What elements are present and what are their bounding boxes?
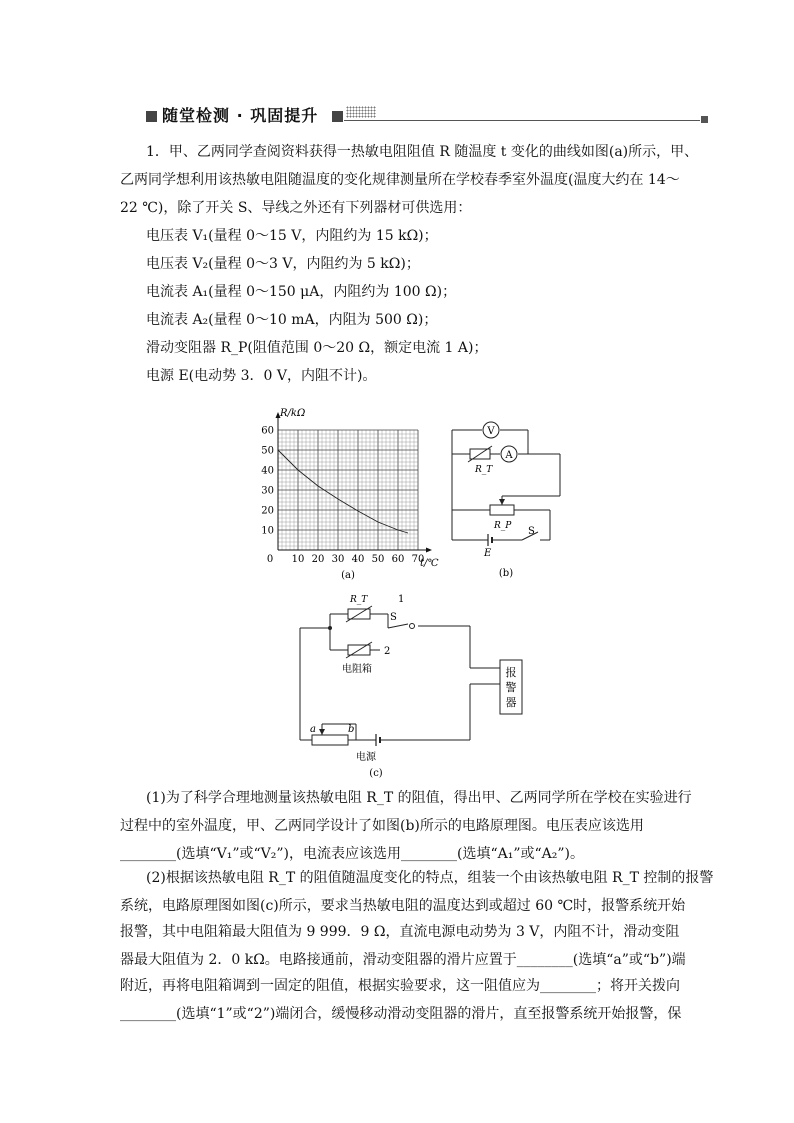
part1-line: (1)为了科学合理地测量该热敏电阻 R_T 的阻值，得出甲、乙两同学所在学校在实验进行 [146,790,692,806]
chart-axes [276,412,433,553]
banner-square-icon [146,111,157,122]
x-axis-label: t/℃ [420,558,439,569]
part2-line: ________(选填“1”或“2”)端闭合，缓慢移动滑动变阻器的滑片，直至报警系统开始报警，保 [120,1006,682,1022]
x-tick-label: 10 [291,554,305,565]
switch-position-2: 2 [384,646,391,657]
y-tick-label: 40 [261,465,274,477]
thermistor-label: R_T [350,595,368,605]
y-tick-label: 10 [261,525,274,537]
x-tick-label: 70 [411,554,425,565]
switch-label: S [390,612,397,623]
equipment-item: 电流表 A₁(量程 0～150 μA，内阻约为 100 Ω)； [146,284,457,300]
part2-line: 系统，电路原理图如图(c)所示，要求当热敏电阻的温度达到或超过 60 ℃时，报警系统开始 [120,898,686,914]
figure-c-circuit [290,588,526,780]
power-label: 电源 [356,752,376,763]
x-axis-arrow-icon [426,548,432,553]
voltmeter-label: V [487,426,495,437]
part2-line: 器最大阻值为 2．0 kΩ。电路接通前，滑动变阻器的滑片应置于________(选填“a”或“b”)端 [120,952,686,968]
slider-arrow-icon [319,729,325,735]
ammeter-label: A [505,450,513,461]
slider-arrow-icon [499,499,505,505]
figure-c-caption: (c) [369,768,383,779]
chart-tick-labels [261,426,424,566]
x-tick-label: 30 [331,554,345,565]
banner-square-icon [332,111,343,122]
part2-line: 附近，再将电阻箱调到一固定的阻值，根据实验要求，这一阻值应为________；将开关拨向 [120,978,680,994]
figure-a-caption: (a) [341,570,355,581]
part2-line: (2)根据该热敏电阻 R_T 的阻值随温度变化的特点，组装一个由该热敏电阻 R_T 控制的报警 [146,870,714,886]
x-tick-label: 60 [391,554,405,565]
section-banner [146,104,708,128]
y-tick-label: 60 [261,425,274,437]
thermistor-label: R_T [475,465,493,475]
figure-a-chart [252,404,448,582]
alarm-char: 器 [505,696,517,709]
chart-series [278,450,408,533]
rheostat-end-b: b [348,724,355,735]
series-line [278,450,408,533]
banner-rule [344,120,700,121]
rheostat-end-a: a [310,724,316,735]
x-tick-label: 50 [371,554,385,565]
switch-position-1: 1 [398,594,405,605]
switch-label: S [528,526,535,537]
chart-grid [278,430,418,550]
x-tick-label: 0 [266,554,274,565]
section-title: 随堂检测 · 巩固提升 [162,106,319,125]
y-tick-label: 20 [261,505,274,517]
x-tick-label: 40 [351,554,365,565]
y-axis-label: R/kΩ [280,408,306,419]
x-tick-label: 20 [311,554,325,565]
resistor-box-label: 电阻箱 [342,664,372,675]
part1-line: 过程中的室外温度，甲、乙两同学设计了如图(b)所示的电路原理图。电压表应该选用 [120,818,644,834]
question-intro-line: 乙两同学想利用该热敏电阻随温度的变化规律测量所在学校春季室外温度(温度大约在 14～ [120,172,680,188]
figure-b-circuit [444,412,570,582]
equipment-item: 电压表 V₂(量程 0～3 V，内阻约为 5 kΩ)； [146,256,420,272]
alarm-char: 警 [505,681,517,694]
rheostat-label: R_P [494,521,512,531]
y-tick-label: 50 [261,445,274,457]
y-tick-label: 30 [261,485,274,497]
equipment-item: 滑动变阻器 R_P(阻值范围 0～20 Ω，额定电流 1 A)； [146,340,488,356]
switch-contact-icon [410,624,415,629]
equipment-item: 电流表 A₂(量程 0～10 mA，内阻为 500 Ω)； [146,312,438,328]
source-label: E [484,548,492,559]
banner-end-square-icon [701,116,708,123]
question-intro-line: 22 ℃)，除了开关 S、导线之外还有下列器材可供选用： [120,200,472,216]
equipment-item: 电源 E(电动势 3．0 V，内阻不计)。 [146,368,377,384]
equipment-item: 电压表 V₁(量程 0～15 V，内阻约为 15 kΩ)； [146,228,438,244]
figure-b-caption: (b) [498,568,514,579]
part2-line: 报警，其中电阻箱最大阻值为 9 999．9 Ω，直流电源电动势为 3 V，内阻不计，滑动变阻 [120,924,680,940]
alarm-char: 报 [505,666,517,679]
banner-dots-decoration [346,106,376,118]
part1-line: ________(选填“V₁”或“V₂”)，电流表应该选用________(选填“A₁”或“A₂”)。 [120,846,584,862]
question-intro-line: 1．甲、乙两同学查阅资料获得一热敏电阻阻值 R 随温度 t 变化的曲线如图(a)所示，甲、 [146,144,699,160]
